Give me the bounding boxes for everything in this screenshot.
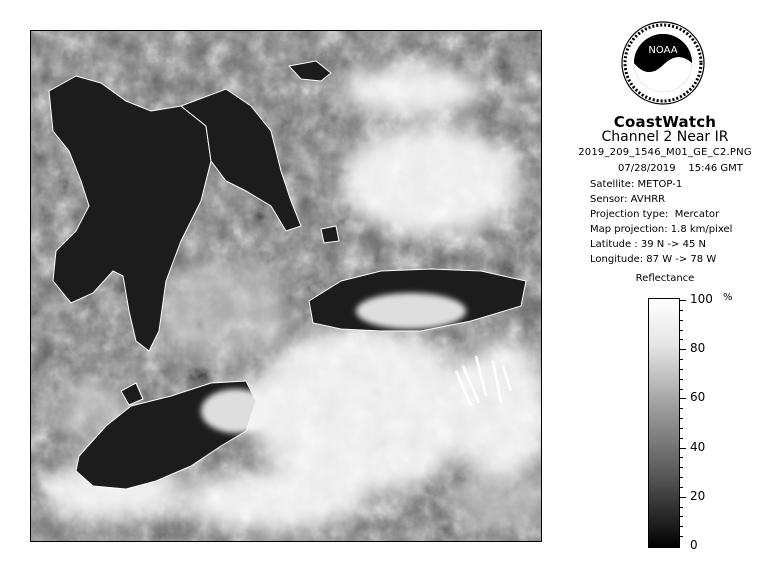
legend-tick <box>680 310 683 311</box>
legend-tick <box>680 497 686 498</box>
info-panel <box>560 15 770 560</box>
noaa-logo <box>620 15 706 111</box>
legend-tick <box>680 389 683 390</box>
latitude-label: Latitude : 39 N -> 45 N <box>590 239 706 250</box>
legend-tick <box>680 398 686 399</box>
file-name: 2019_209_1546_M01_GE_C2.PNG <box>578 147 752 158</box>
legend-unit: % <box>723 292 733 303</box>
date-time: 07/28/2019 15:46 GMT <box>618 163 743 174</box>
map-projection-label: Map projection: 1.8 km/pixel <box>590 224 733 235</box>
legend-tick <box>680 349 686 350</box>
legend-tick <box>680 536 683 537</box>
legend-tick-label: 80 <box>690 341 706 356</box>
legend-tick-label: 40 <box>690 439 706 454</box>
reflectance-colorbar <box>648 298 680 548</box>
legend-tick <box>680 438 683 439</box>
legend-tick-label: 0 <box>690 538 698 552</box>
svg-text:NOAA: NOAA <box>648 45 678 56</box>
legend-tick-label: 20 <box>690 488 706 503</box>
legend-tick <box>680 320 683 321</box>
legend-tick <box>680 408 683 409</box>
legend-tick <box>680 300 686 301</box>
legend-tick-label: 60 <box>690 390 706 405</box>
legend-tick-label: 100 <box>690 292 713 306</box>
legend-tick <box>680 507 683 508</box>
legend-tick <box>680 330 683 331</box>
legend-tick <box>680 526 683 527</box>
legend-tick <box>680 379 683 380</box>
projection-label: Projection type: Mercator <box>590 209 720 220</box>
brand-title: CoastWatch <box>613 113 717 131</box>
longitude-label: Longitude: 87 W -> 78 W <box>590 254 717 265</box>
legend-title: Reflectance <box>635 273 695 284</box>
legend-tick <box>680 339 683 340</box>
sensor-label: Sensor: AVHRR <box>590 194 666 205</box>
legend-tick <box>680 457 683 458</box>
legend-tick <box>680 448 686 449</box>
legend-tick <box>680 369 683 370</box>
legend-tick <box>680 359 683 360</box>
satellite-image <box>30 30 542 542</box>
legend-tick <box>680 487 683 488</box>
channel-label: Channel 2 Near IR <box>601 129 729 145</box>
legend-tick <box>680 418 683 419</box>
legend-tick <box>680 516 683 517</box>
legend-tick <box>680 467 683 468</box>
legend-tick <box>680 477 683 478</box>
satellite-label: Satellite: METOP-1 <box>590 179 683 190</box>
legend-tick <box>680 428 683 429</box>
